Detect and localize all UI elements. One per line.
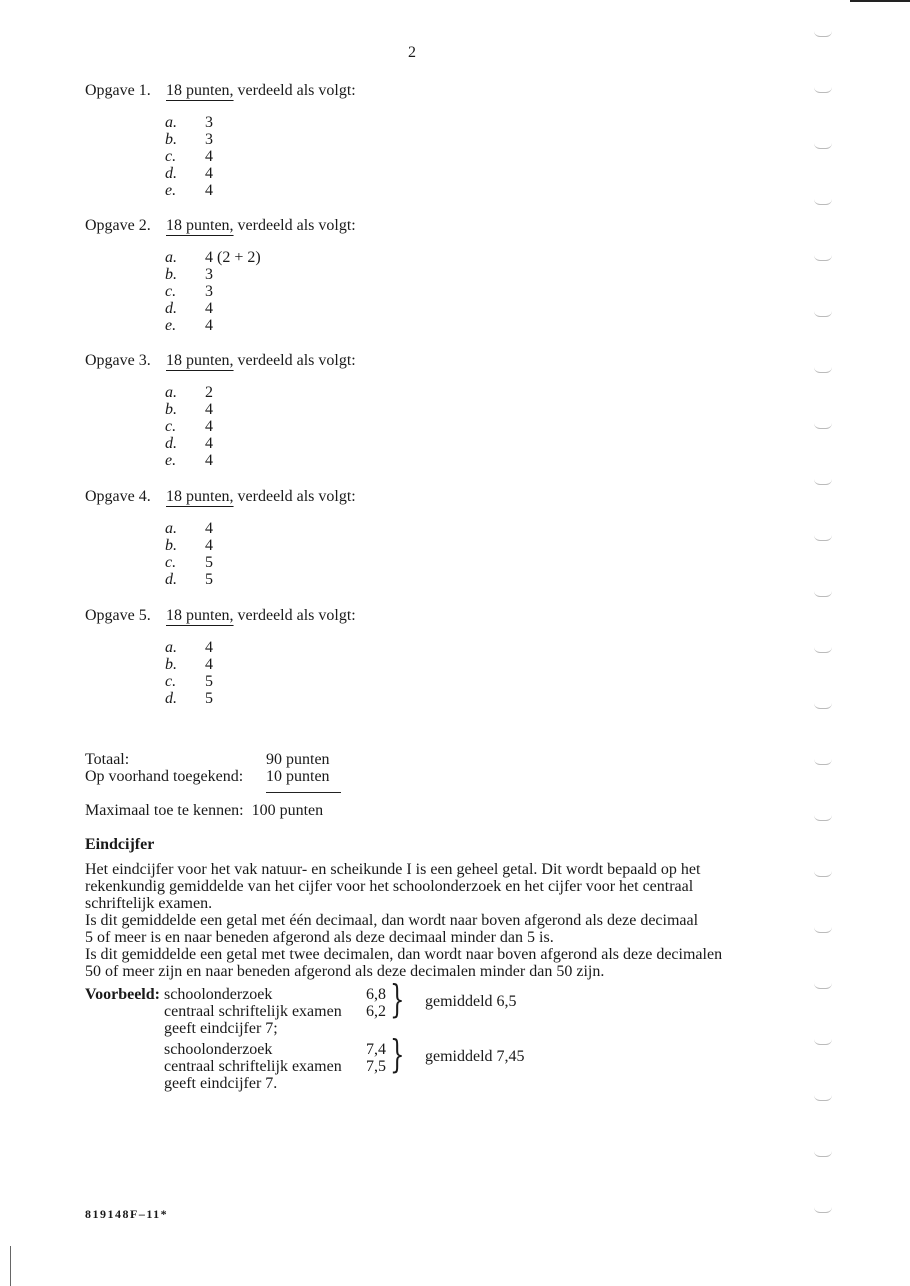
opgave-points: 18 punten, [166,82,234,99]
corner-mark [850,0,910,2]
margin-mark [814,86,832,93]
example-2-line-2: centraal schriftelijk examen [164,1058,342,1075]
item-points: 5 [205,571,213,588]
page-number: 2 [408,44,416,61]
edge-mark [10,1246,11,1286]
item-letter: b. [165,537,177,554]
example-2-grade-1: 7,4 [366,1041,386,1058]
item-points: 4 [205,418,213,435]
item-letter: d. [165,690,177,707]
paragraph-line: Het eindcijfer voor het vak natuur- en scheikunde I is een geheel getal. Dit wordt bepaald op het [85,861,701,878]
points-item [165,148,485,165]
paragraph-line: schriftelijk examen. [85,895,213,912]
opgave-block [85,82,485,199]
item-points: 4 [205,452,213,469]
item-points: 4 [205,317,213,334]
points-item [165,114,485,131]
eindcijfer-heading: Eindcijfer [85,836,155,853]
total-value: 90 punten [266,751,330,768]
item-letter: c. [165,283,177,300]
opgave-distribution-text: verdeeld als volgt: [233,82,356,99]
max-value: 100 punten [251,802,324,819]
item-letter: a. [165,384,177,401]
opgave-distribution-text: verdeeld als volgt: [233,488,356,505]
item-letter: b. [165,401,177,418]
margin-mark [814,254,832,261]
opgave-distribution-text: verdeeld als volgt: [233,217,356,234]
margin-mark [814,198,832,205]
opgave-heading [85,607,485,627]
points-item [165,401,485,418]
example-2-line-3: geeft eindcijfer 7. [164,1075,278,1092]
brace-icon: } [390,1032,405,1076]
margin-mark [814,590,832,597]
points-item [165,452,485,469]
item-points: 4 (2 + 2) [205,249,261,266]
points-item [165,249,485,266]
max-row [85,802,323,820]
item-letter: d. [165,165,177,182]
opgave-points: 18 punten, [166,352,234,369]
points-list [165,639,485,707]
item-letter: a. [165,520,177,537]
item-letter: d. [165,300,177,317]
total-label: Totaal: [85,751,130,768]
opgave-label: Opgave 1. [85,82,151,99]
item-points: 4 [205,300,213,317]
points-item [165,266,485,283]
paragraph-1 [85,861,785,980]
margin-mark [814,758,832,765]
sum-rule [266,792,341,793]
item-letter: d. [165,435,177,452]
points-item [165,690,485,707]
item-letter: c. [165,673,177,690]
bonus-value: 10 punten [266,768,330,785]
margin-mark [814,1150,832,1157]
item-letter: b. [165,656,177,673]
paragraph-line: 50 of meer zijn en naar beneden afgerond als deze decimalen minder dan 50 zijn. [85,963,605,980]
opgave-label: Opgave 4. [85,488,151,505]
opgave-heading [85,352,485,372]
example-1-grade-2: 6,2 [366,1003,386,1020]
opgave-block [85,607,485,707]
margin-mark [814,1038,832,1045]
item-points: 4 [205,520,213,537]
margin-mark [814,814,832,821]
opgave-block [85,352,485,469]
item-letter: a. [165,114,177,131]
item-points: 4 [205,165,213,182]
points-item [165,384,485,401]
example-1-grade-1: 6,8 [366,986,386,1003]
item-points: 4 [205,401,213,418]
item-letter: c. [165,554,177,571]
points-item [165,537,485,554]
points-list [165,384,485,469]
points-item [165,131,485,148]
example-1-line-2: centraal schriftelijk examen [164,1003,342,1020]
margin-mark [814,534,832,541]
margin-mark [814,478,832,485]
item-letter: c. [165,148,177,165]
points-item [165,520,485,537]
voorbeeld-label: Voorbeeld: [85,986,160,1003]
item-letter: e. [165,182,177,199]
points-list [165,520,485,588]
item-letter: d. [165,571,177,588]
opgave-points: 18 punten, [166,607,234,624]
item-letter: b. [165,131,177,148]
item-points: 2 [205,384,213,401]
example-1-line-1: schoolonderzoek [164,986,273,1003]
paragraph-line: Is dit gemiddelde een getal met één decimaal, dan wordt naar boven afgerond als deze decimaal [85,912,699,929]
opgave-heading [85,217,485,237]
margin-mark [814,870,832,877]
points-item [165,571,485,588]
points-item [165,639,485,656]
opgave-label: Opgave 5. [85,607,151,624]
margin-mark [814,646,832,653]
opgave-label: Opgave 2. [85,217,151,234]
points-item [165,435,485,452]
opgave-points: 18 punten, [166,488,234,505]
bonus-label: Op voorhand toegekend: [85,768,244,785]
item-points: 4 [205,639,213,656]
paragraph-line: 5 of meer is en naar beneden afgerond als deze decimaal minder dan 5 is. [85,929,554,946]
item-points: 3 [205,131,213,148]
points-item [165,317,485,334]
item-letter: b. [165,266,177,283]
points-item [165,554,485,571]
example-1-line-3: geeft eindcijfer 7; [164,1020,278,1037]
max-label: Maximaal toe te kennen: [85,802,244,819]
opgave-distribution-text: verdeeld als volgt: [233,607,356,624]
points-item [165,182,485,199]
paragraph-line: rekenkundig gemiddelde van het cijfer voor het schoolonderzoek en het cijfer voor het centraal [85,878,694,895]
points-item [165,418,485,435]
item-points: 3 [205,114,213,131]
opgave-points: 18 punten, [166,217,234,234]
margin-mark [814,422,832,429]
margin-mark [814,142,832,149]
points-item [165,283,485,300]
total-row [85,751,385,768]
opgave-heading [85,488,485,508]
opgave-heading [85,82,485,102]
item-points: 4 [205,148,213,165]
margin-mark [814,310,832,317]
example-1-average: gemiddeld 6,5 [425,993,517,1010]
margin-mark [814,30,832,37]
margin-mark [814,926,832,933]
item-points: 4 [205,182,213,199]
example-2-average: gemiddeld 7,45 [425,1048,525,1065]
item-points: 4 [205,656,213,673]
item-points: 3 [205,266,213,283]
item-points: 5 [205,690,213,707]
item-points: 4 [205,537,213,554]
example-2-line-1: schoolonderzoek [164,1041,273,1058]
item-letter: a. [165,249,177,266]
margin-mark [814,366,832,373]
points-list [165,114,485,199]
paragraph-line: Is dit gemiddelde een getal met twee decimalen, dan wordt naar boven afgerond als deze decimalen [85,946,723,963]
margin-mark [814,702,832,709]
opgave-label: Opgave 3. [85,352,151,369]
item-points: 5 [205,673,213,690]
item-letter: e. [165,317,177,334]
margin-mark [814,1206,832,1213]
brace-icon: } [390,977,405,1021]
bonus-row [85,768,385,785]
item-letter: e. [165,452,177,469]
footer-code: 819148F–11* [85,1207,169,1221]
margin-mark [814,1094,832,1101]
item-letter: a. [165,639,177,656]
item-points: 4 [205,435,213,452]
points-list [165,249,485,334]
totals-block [85,751,385,785]
opgave-block [85,488,485,588]
opgave-distribution-text: verdeeld als volgt: [233,352,356,369]
opgave-block [85,217,485,334]
margin-mark [814,982,832,989]
points-item [165,673,485,690]
points-item [165,656,485,673]
item-letter: c. [165,418,177,435]
item-points: 5 [205,554,213,571]
example-2-grade-2: 7,5 [366,1058,386,1075]
item-points: 3 [205,283,213,300]
points-item [165,165,485,182]
points-item [165,300,485,317]
